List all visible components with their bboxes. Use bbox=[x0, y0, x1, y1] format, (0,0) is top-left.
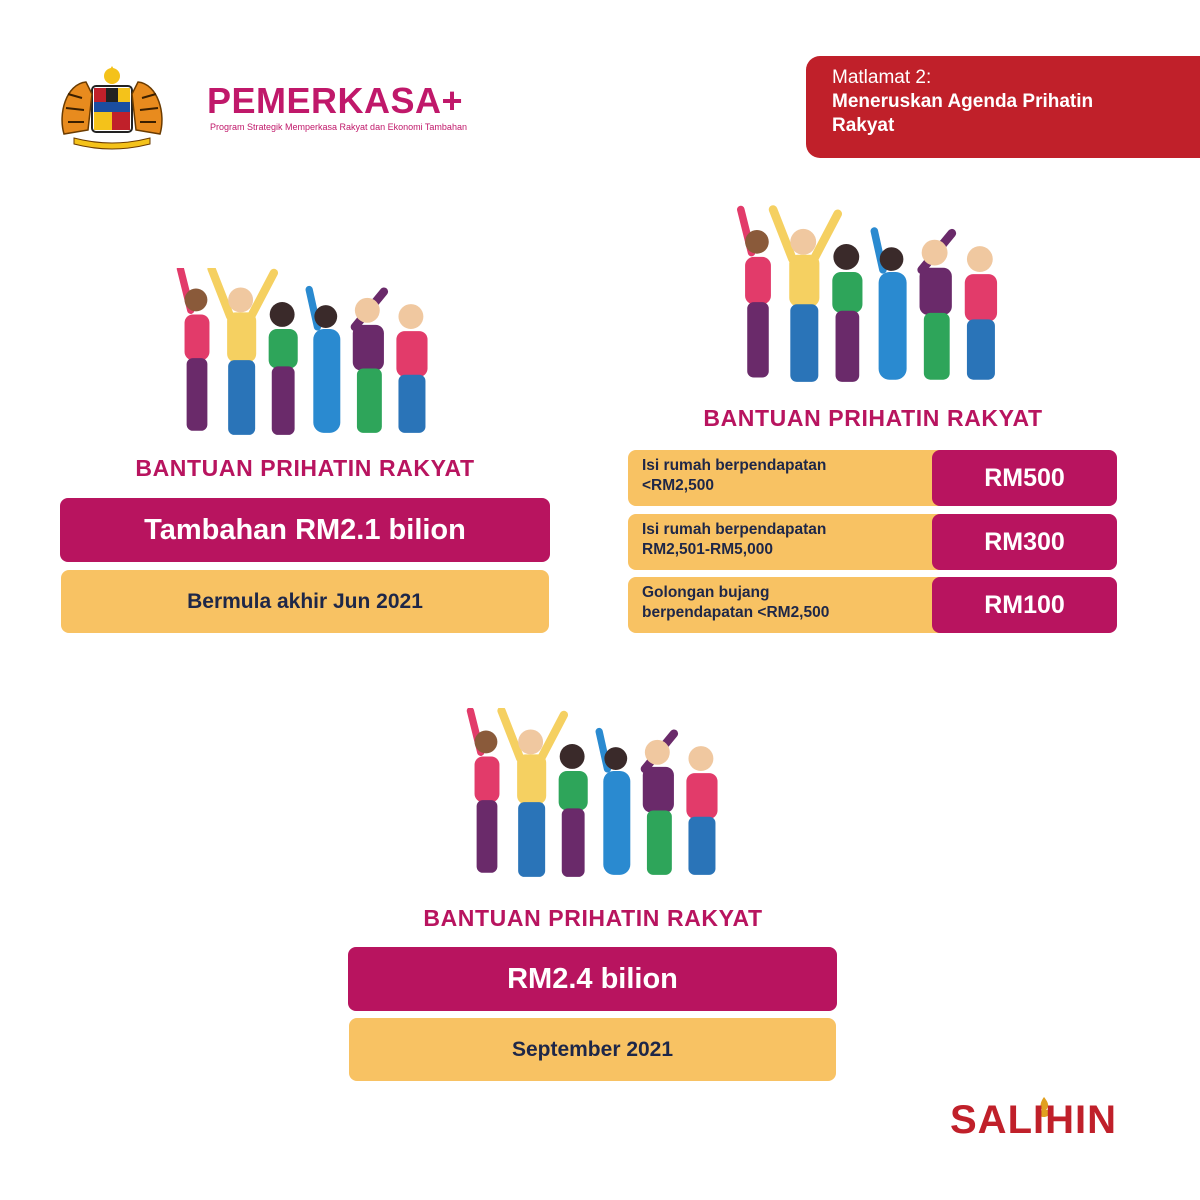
section2-title: BANTUAN PRIHATIN RAKYAT bbox=[703, 405, 1043, 431]
section1-timing: Bermula akhir Jun 2021 bbox=[61, 570, 549, 633]
section3-amount: RM2.4 bilion bbox=[348, 947, 837, 1011]
section2-row2-value: RM300 bbox=[932, 514, 1117, 570]
section2-row2-label bbox=[628, 514, 940, 570]
goal-label: Matlamat 2: bbox=[832, 67, 932, 88]
pemerkasa-logo bbox=[207, 80, 463, 122]
row3-label-line2: berpendapatan <RM2,500 bbox=[642, 604, 830, 621]
section3-timing: September 2021 bbox=[349, 1018, 836, 1081]
section3-title: BANTUAN PRIHATIN RAKYAT bbox=[423, 905, 763, 931]
row1-label-line2: <RM2,500 bbox=[642, 477, 714, 494]
section2-row1-value: RM500 bbox=[932, 450, 1117, 506]
brand-tagline: Program Strategik Memperkasa Rakyat dan Ekonomi Tambahan bbox=[210, 122, 467, 132]
coat-of-arms-logo bbox=[56, 64, 168, 150]
section2-row3-value: RM100 bbox=[932, 577, 1117, 633]
salihin-logo: SALIHIN bbox=[950, 1098, 1117, 1142]
section1-amount: Tambahan RM2.1 bilion bbox=[60, 498, 550, 562]
row3-label-line1: Golongan bujang bbox=[642, 584, 770, 601]
people-illustration-3 bbox=[460, 708, 730, 888]
row2-label-line1: Isi rumah berpendapatan bbox=[642, 521, 827, 538]
section2-row3-label bbox=[628, 577, 940, 633]
goal-banner bbox=[806, 56, 1200, 158]
section2-row1-label bbox=[628, 450, 940, 506]
brand-plus: + bbox=[441, 80, 464, 121]
row2-label-line2: RM2,501-RM5,000 bbox=[642, 541, 773, 558]
goal-title-line1: Meneruskan Agenda Prihatin bbox=[832, 91, 1094, 112]
people-illustration-2 bbox=[730, 205, 1010, 395]
row1-label-line1: Isi rumah berpendapatan bbox=[642, 457, 827, 474]
people-illustration-1 bbox=[170, 268, 440, 444]
brand-name: PEMERKASA bbox=[207, 80, 442, 121]
section1-title: BANTUAN PRIHATIN RAKYAT bbox=[135, 455, 475, 481]
goal-title-line2: Rakyat bbox=[832, 115, 895, 136]
